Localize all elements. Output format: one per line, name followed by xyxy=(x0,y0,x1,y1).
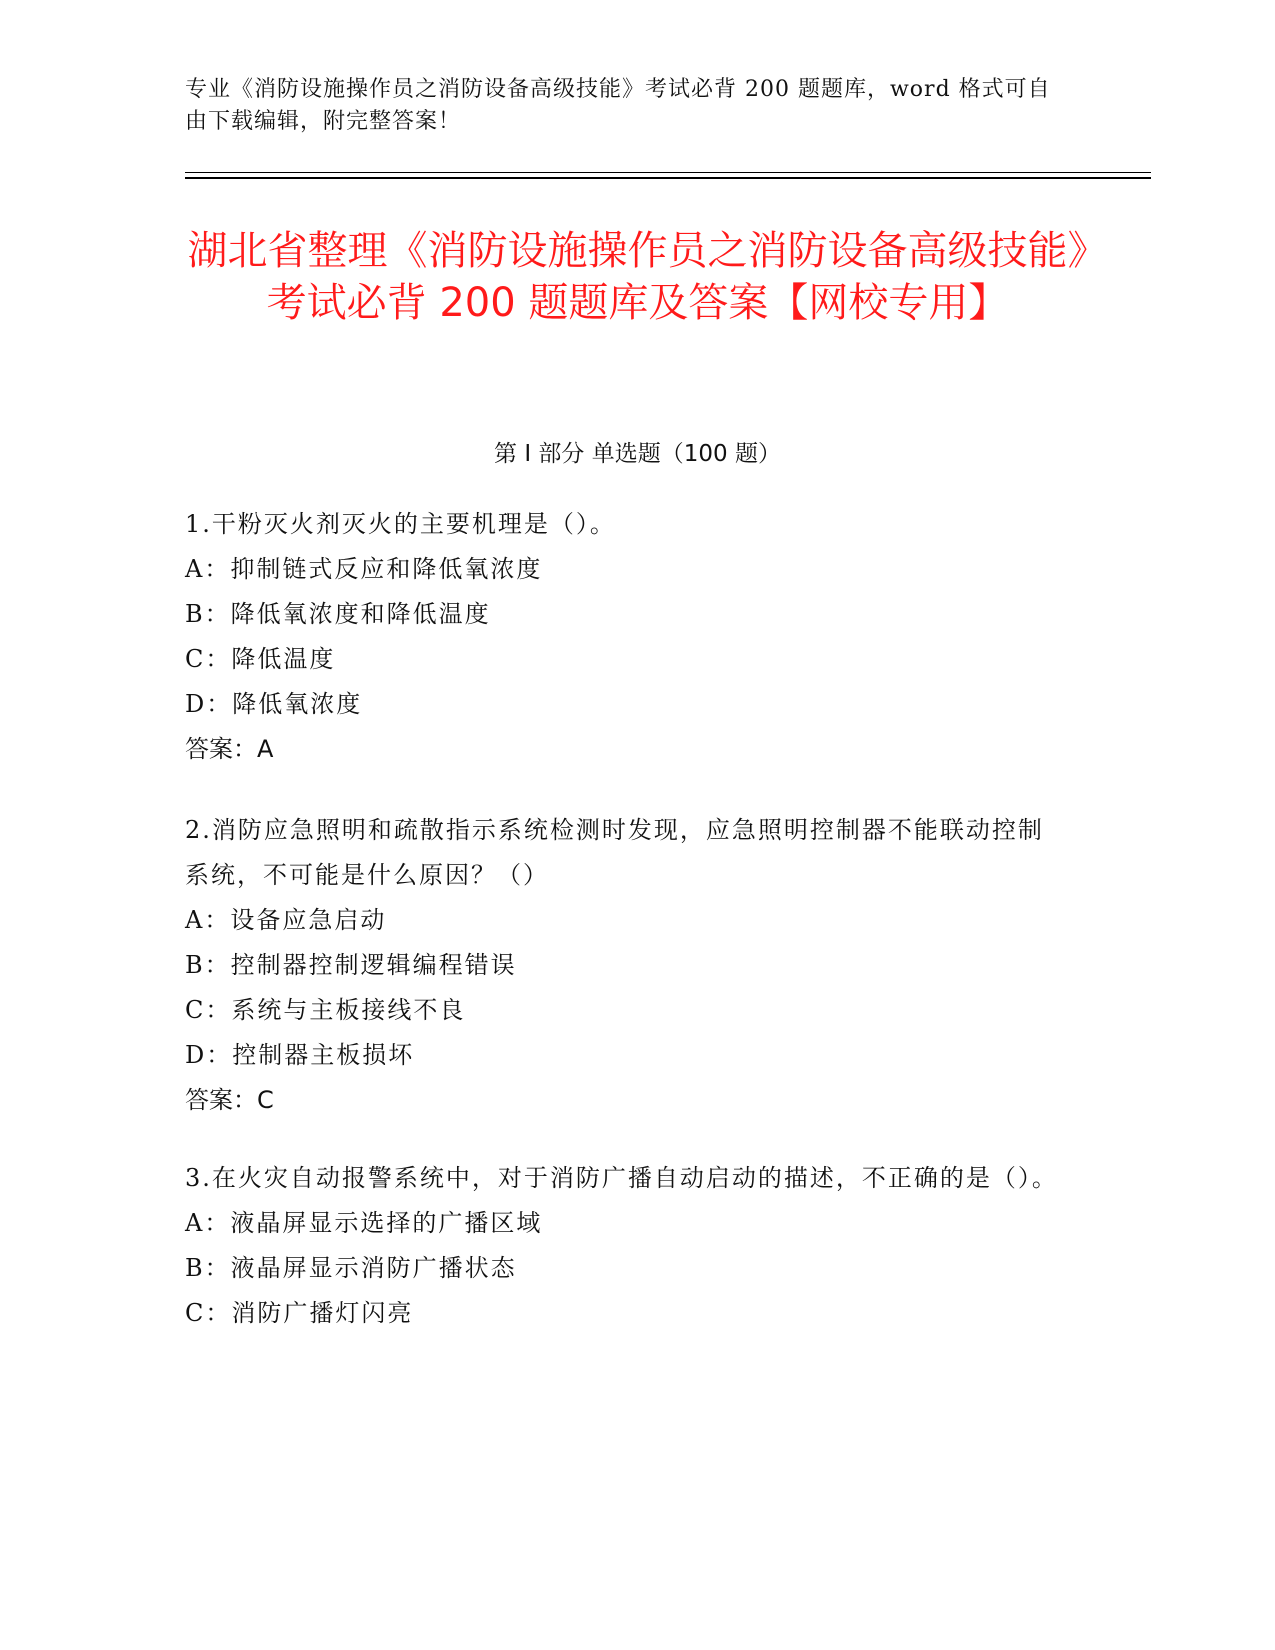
question-stem: 1.干粉灭火剂灭火的主要机理是（）。 xyxy=(185,510,616,538)
option-c: C：系统与主板接线不良 xyxy=(185,996,466,1024)
question-1 xyxy=(185,502,1065,772)
answer: 答案：C xyxy=(185,1086,274,1114)
option-b: B：控制器控制逻辑编程错误 xyxy=(185,951,517,979)
option-a: A：液晶屏显示选择的广播区域 xyxy=(185,1209,543,1237)
option-c: C：消防广播灯闪亮 xyxy=(185,1299,414,1327)
intro-text: 专业《消防设施操作员之消防设备高级技能》考试必背 200 题题库，word 格式可自由下载编辑，附完整答案！ xyxy=(185,77,1051,134)
question-2 xyxy=(185,808,1065,1123)
question-stem: 3.在火灾自动报警系统中，对于消防广播自动启动的描述，不正确的是（）。 xyxy=(185,1164,1058,1192)
section-heading: 第 I 部分 单选题（100 题） xyxy=(494,441,781,467)
option-d: D：降低氧浓度 xyxy=(185,690,363,718)
option-d: D：控制器主板损坏 xyxy=(185,1041,415,1069)
option-b: B：液晶屏显示消防广播状态 xyxy=(185,1254,517,1282)
question-stem: 2.消防应急照明和疏散指示系统检测时发现，应急照明控制器不能联动控制系统，不可能是什么原因？（） xyxy=(185,816,1044,889)
option-a: A：抑制链式反应和降低氧浓度 xyxy=(185,555,543,583)
option-b: B：降低氧浓度和降低温度 xyxy=(185,600,491,628)
answer: 答案：A xyxy=(185,735,274,763)
option-c: C：降低温度 xyxy=(185,645,336,673)
option-a: A：设备应急启动 xyxy=(185,906,387,934)
document-title: 湖北省整理《消防设施操作员之消防设备高级技能》考试必背 200 题题库及答案【网校专用】 xyxy=(187,228,1088,326)
header-rule-thick xyxy=(185,177,1151,179)
header-rule-thin xyxy=(185,172,1151,173)
question-3 xyxy=(185,1156,1065,1336)
